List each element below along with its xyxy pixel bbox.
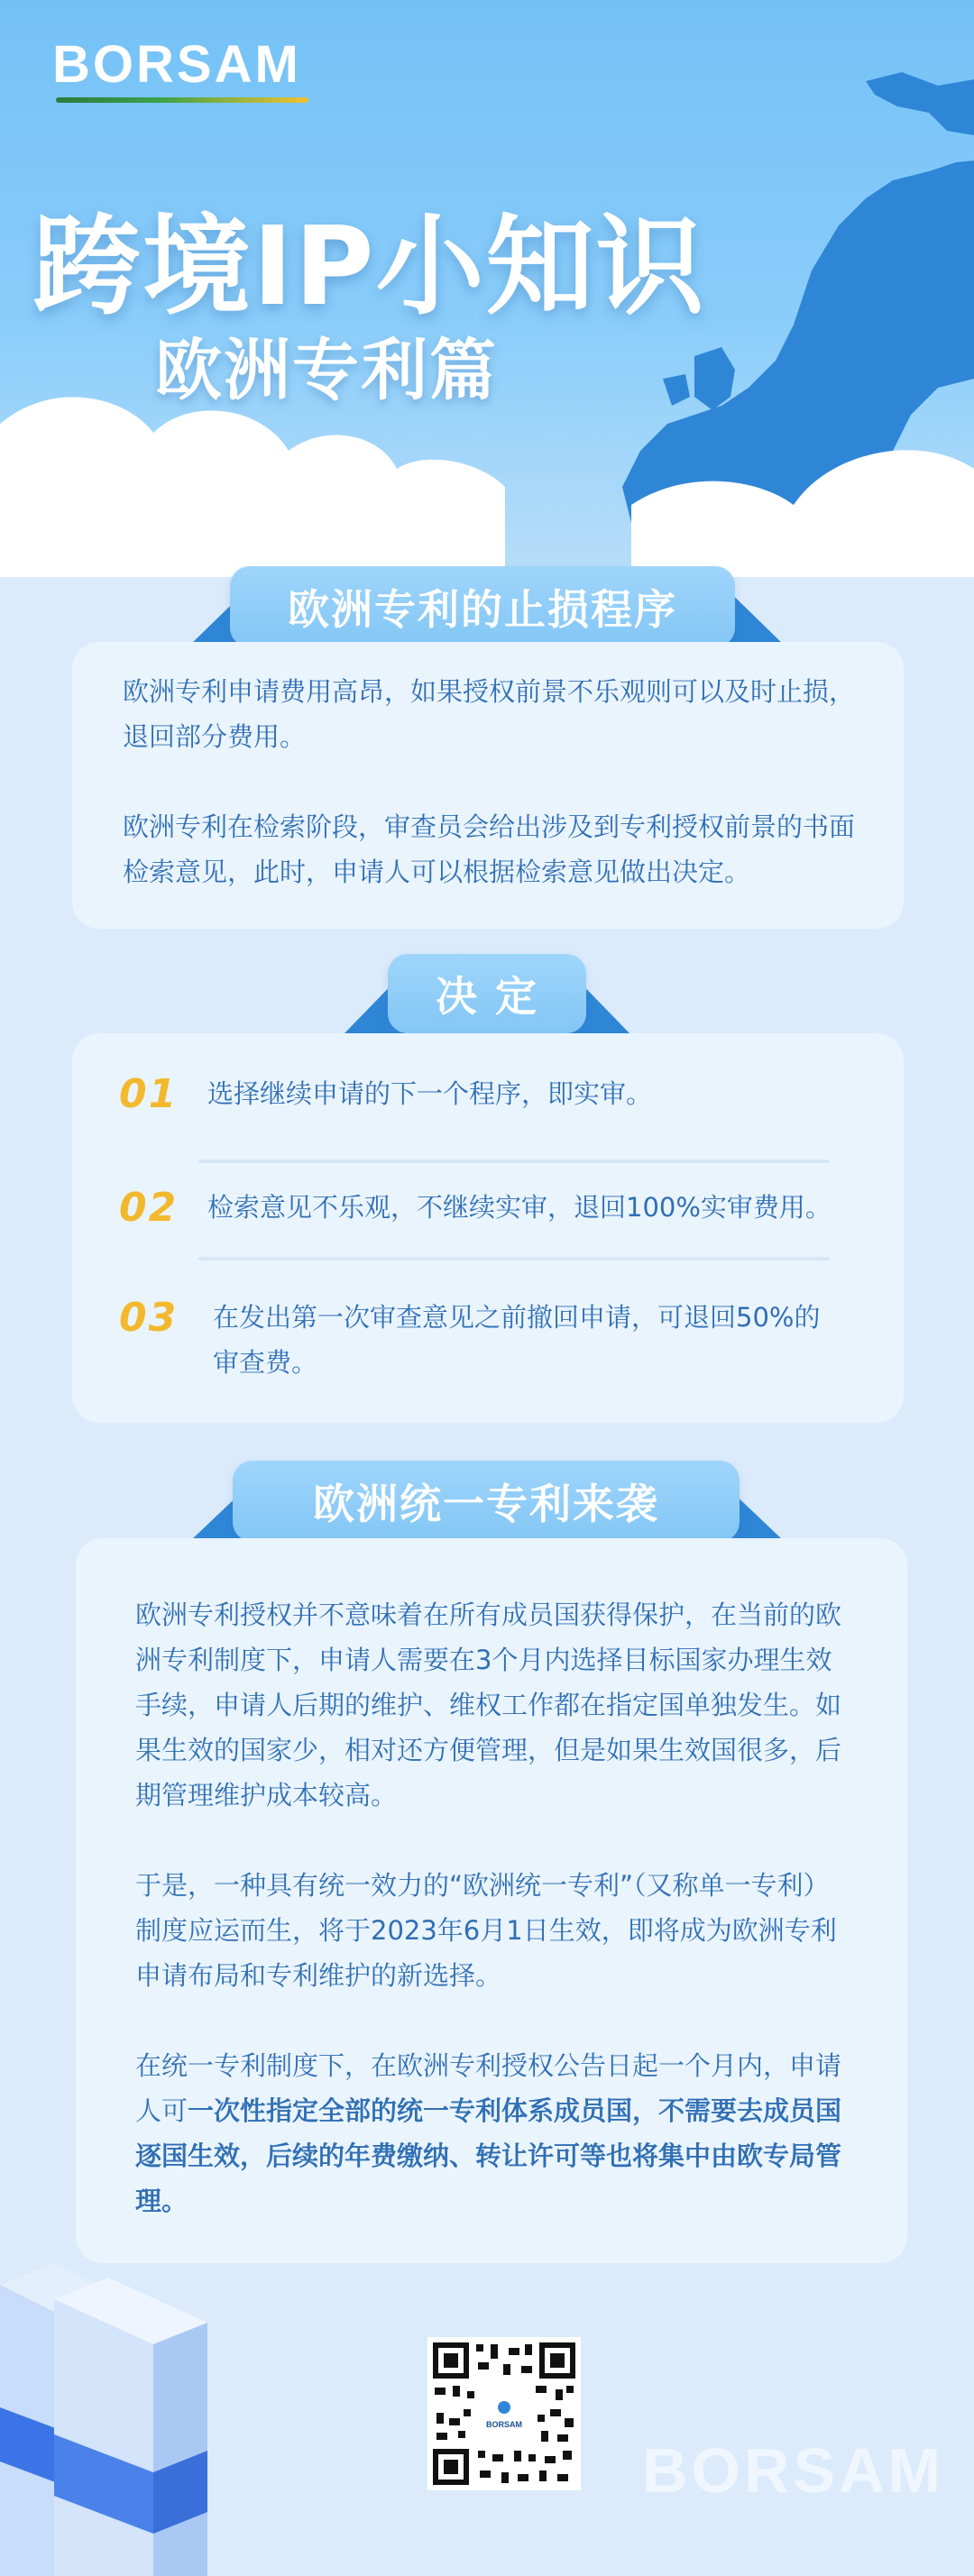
footer-watermark: BORSAM	[642, 2435, 945, 2506]
logo-underline	[56, 97, 308, 103]
section3-paragraph-2: 于是，一种具有统一效力的“欧洲统一专利”（又称单一专利）制度应运而生，将于2023年6月1日生效，即将成为欧洲专利申请布局和专利维护的新选择。	[135, 1870, 837, 1991]
step-divider	[198, 1257, 830, 1260]
section2-header	[0, 954, 974, 1044]
section3-paragraph-3	[135, 2043, 853, 2223]
section3-header	[0, 1461, 974, 1551]
step-number-1: 01	[119, 1071, 179, 1117]
section1-title: 欧洲专利的止损程序	[230, 566, 735, 647]
section3-title: 欧洲统一专利来袭	[233, 1461, 740, 1542]
qr-code	[427, 2337, 581, 2490]
page-subtitle: 欧洲专利篇	[155, 332, 498, 409]
books-illustration	[0, 2263, 234, 2576]
qr-center-label: BORSAM	[486, 2420, 522, 2429]
section1-paragraph-2: 欧洲专利在检索阶段，审查员会给出涉及到专利授权前景的书面检索意见，此时，申请人可以根据检索意见做出决定。	[123, 811, 856, 887]
step-text-3: 在发出第一次审查意见之前撤回申请，可退回50%的审查费。	[213, 1302, 821, 1378]
page-title: 跨境IP小知识	[32, 205, 706, 330]
section1-paragraph-1: 欧洲专利申请费用高昂，如果授权前景不乐观则可以及时止损，退回部分费用。	[123, 676, 856, 752]
step-text-2: 检索意见不乐观，不继续实审，退回100%实审费用。	[207, 1192, 832, 1223]
step-text-1: 选择继续申请的下一个程序，即实审。	[207, 1078, 653, 1109]
section2-card	[72, 1033, 904, 1423]
section2-title: 决 定	[388, 954, 586, 1033]
brand-logo: BORSAM	[52, 35, 301, 94]
step-number-2: 02	[119, 1185, 179, 1231]
section3-card	[76, 1538, 907, 2263]
section3-paragraph-3-plain: 在统一专利制度下，在欧洲专利授权公告日起一个月内，申请人可	[135, 2050, 842, 2126]
hero-banner	[0, 0, 974, 577]
step-number-3: 03	[119, 1295, 179, 1341]
step-divider	[198, 1160, 830, 1163]
section3-paragraph-1: 欧洲专利授权并不意味着在所有成员国获得保护，在当前的欧洲专利制度下，申请人需要在3个月内选择目标国家办理生效手续，申请人后期的维护、维权工作都在指定国单独发生。如果生效的国家少，相对还方便管理，但是如果生效国很多，后期管理维护成本较高。	[135, 1600, 842, 1811]
section3-paragraph-3-bold: 一次性指定全部的统一专利体系成员国，不需要去成员国逐国生效，后续的年费缴纳、转让许可等也将集中由欧专局管理。	[135, 2095, 842, 2216]
section1-card	[72, 642, 904, 929]
